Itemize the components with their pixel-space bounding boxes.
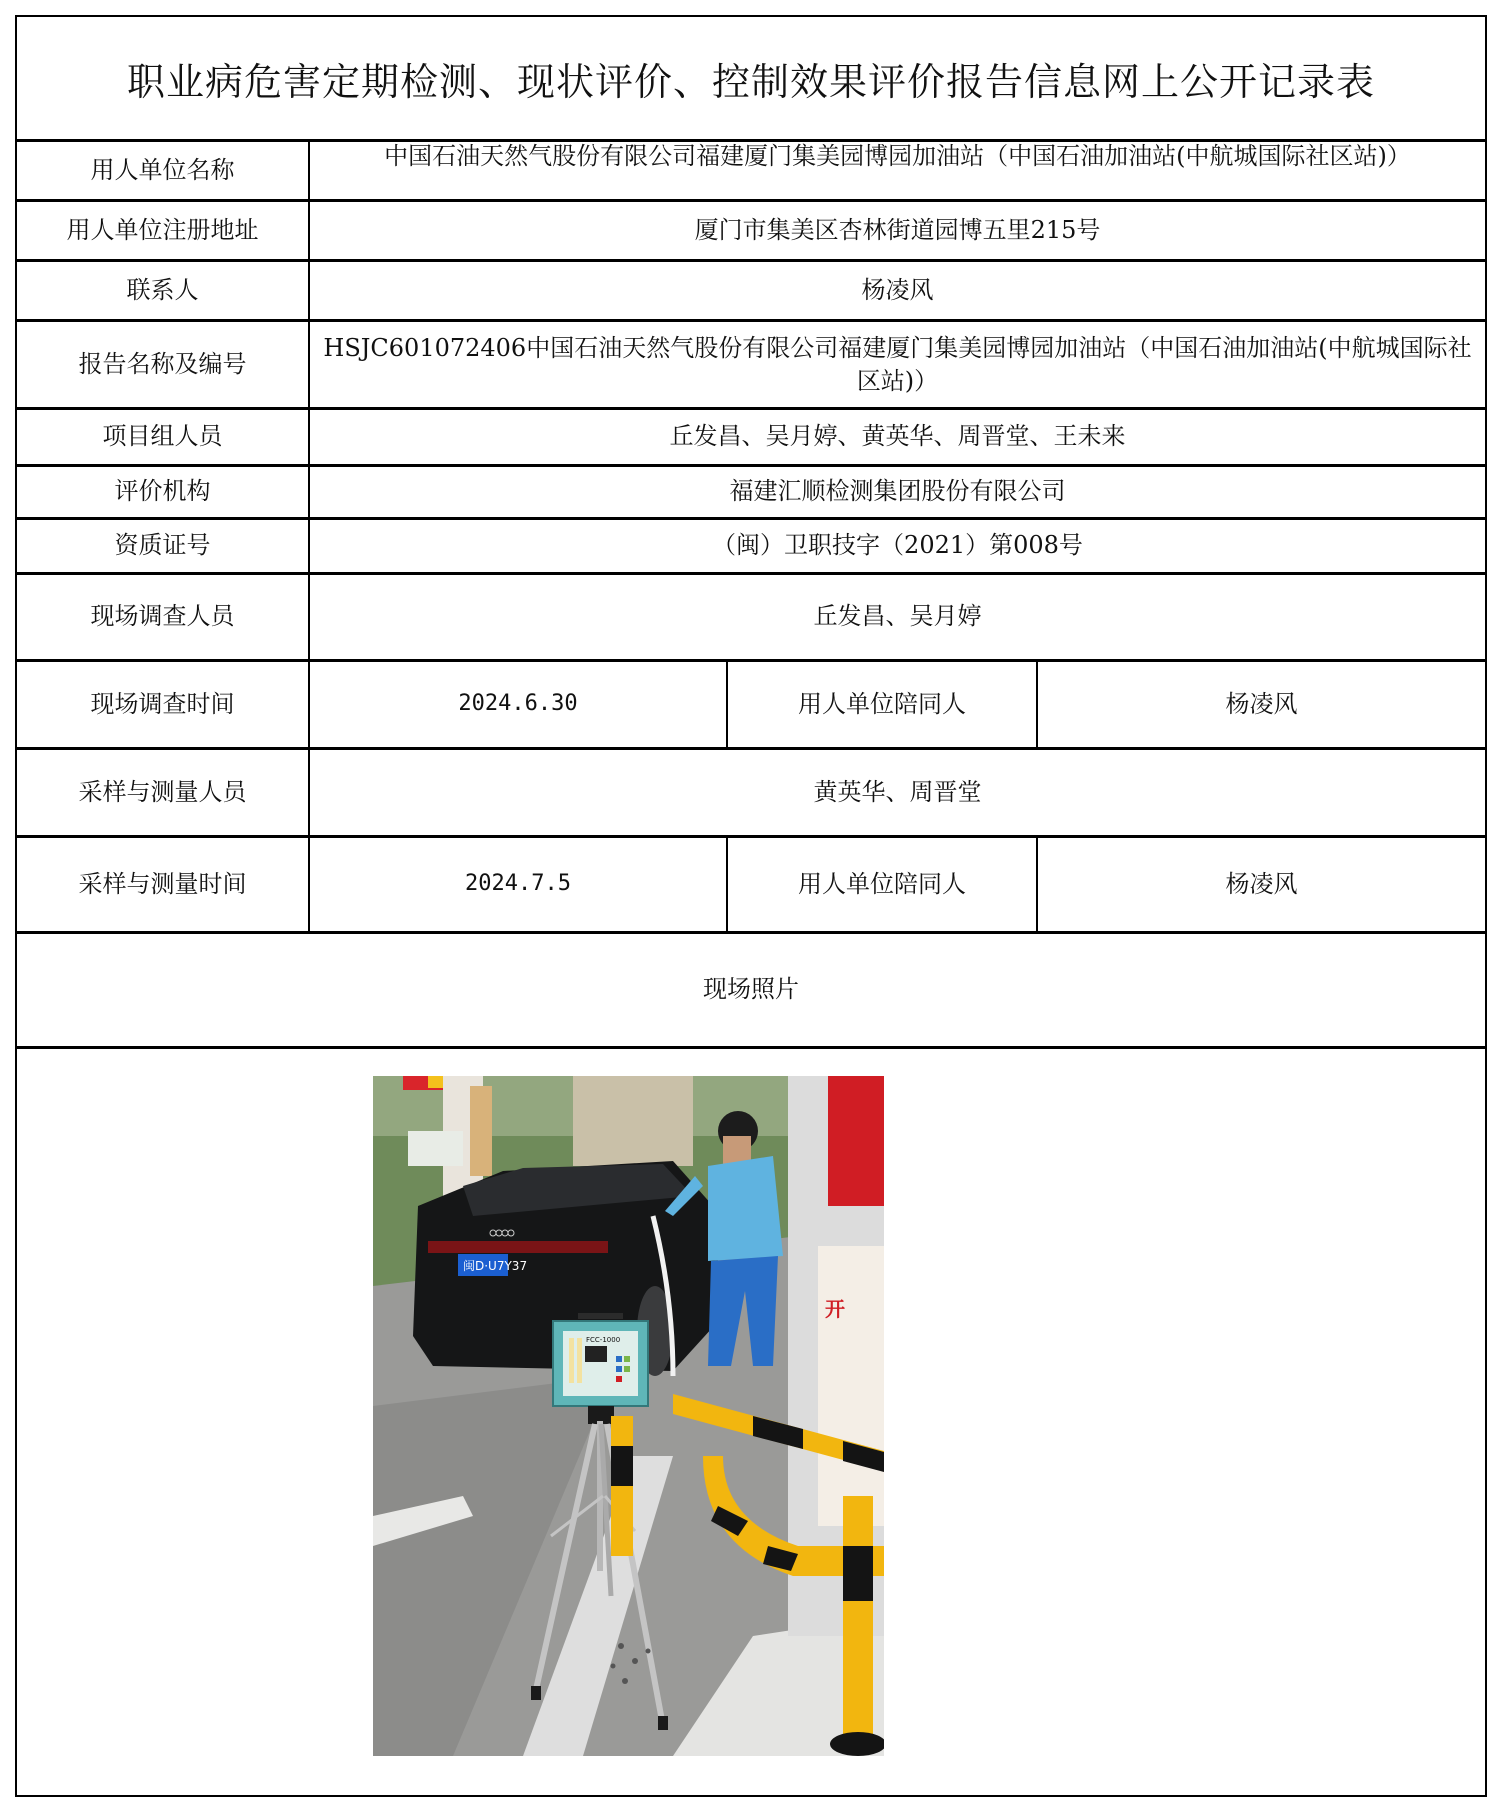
row-evaluation-org bbox=[17, 467, 1485, 520]
evaluation-org-value: 福建汇顺检测集团股份有限公司 bbox=[729, 477, 1066, 506]
row-survey-time bbox=[17, 662, 1485, 750]
record-table bbox=[15, 15, 1487, 1797]
row-photos-header bbox=[17, 934, 1485, 1049]
row-sampling-time bbox=[17, 838, 1485, 934]
report-value: HSJC601072406中国石油天然气股份有限公司福建厦门集美园博园加油站（中国石油加油站(中航城国际社区站)） bbox=[323, 333, 1472, 395]
report-label: 报告名称及编号 bbox=[17, 322, 310, 407]
sampling-companion-label: 用人单位陪同人 bbox=[728, 838, 1038, 931]
survey-companion-label: 用人单位陪同人 bbox=[728, 662, 1038, 747]
survey-staff-value: 丘发昌、吴月婷 bbox=[813, 602, 982, 631]
sampling-staff-value: 黄英华、周晋堂 bbox=[813, 777, 982, 806]
site-photo-illustration bbox=[373, 1076, 884, 1756]
row-employer-name bbox=[17, 142, 1485, 202]
sampling-time-label: 采样与测量时间 bbox=[17, 838, 310, 931]
contact-value: 杨凌风 bbox=[861, 275, 934, 304]
project-team-value: 丘发昌、吴月婷、黄英华、周晋堂、王未来 bbox=[669, 422, 1126, 451]
survey-time-label: 现场调查时间 bbox=[17, 662, 310, 747]
employer-name-value: 中国石油天然气股份有限公司福建厦门集美园博园加油站（中国石油加油站(中航城国际社区站)） bbox=[384, 142, 1411, 170]
row-qualification bbox=[17, 520, 1485, 575]
sampling-time-value: 2024.7.5 bbox=[310, 838, 728, 931]
row-survey-staff bbox=[17, 575, 1485, 662]
sampling-companion-value: 杨凌风 bbox=[1225, 869, 1298, 898]
photo-area bbox=[17, 1049, 1485, 1795]
qualification-label: 资质证号 bbox=[17, 520, 310, 572]
row-sampling-staff bbox=[17, 750, 1485, 838]
dispenser-sign-text: 开 bbox=[825, 1297, 845, 1321]
survey-staff-label: 现场调查人员 bbox=[17, 575, 310, 659]
row-project-team bbox=[17, 410, 1485, 467]
survey-time-value: 2024.6.30 bbox=[310, 662, 728, 747]
row-contact bbox=[17, 262, 1485, 322]
employer-name-label: 用人单位名称 bbox=[17, 142, 310, 199]
license-plate: 闽D·U7Y37 bbox=[463, 1259, 528, 1273]
document-title: 职业病危害定期检测、现状评价、控制效果评价报告信息网上公开记录表 bbox=[17, 17, 1485, 142]
survey-companion-value: 杨凌风 bbox=[1225, 689, 1298, 718]
evaluation-org-label: 评价机构 bbox=[17, 467, 310, 517]
photos-label: 现场照片 bbox=[703, 975, 799, 1004]
device-model: FCC-1000 bbox=[586, 1336, 621, 1344]
row-report bbox=[17, 322, 1485, 410]
site-photo bbox=[373, 1076, 884, 1756]
employer-address-value: 厦门市集美区杏林街道园博五里215号 bbox=[694, 215, 1101, 244]
project-team-label: 项目组人员 bbox=[17, 410, 310, 464]
contact-label: 联系人 bbox=[17, 262, 310, 319]
sampling-staff-label: 采样与测量人员 bbox=[17, 750, 310, 835]
qualification-value: （闽）卫职技字（2021）第008号 bbox=[712, 531, 1083, 560]
row-employer-address bbox=[17, 202, 1485, 262]
employer-address-label: 用人单位注册地址 bbox=[17, 202, 310, 259]
